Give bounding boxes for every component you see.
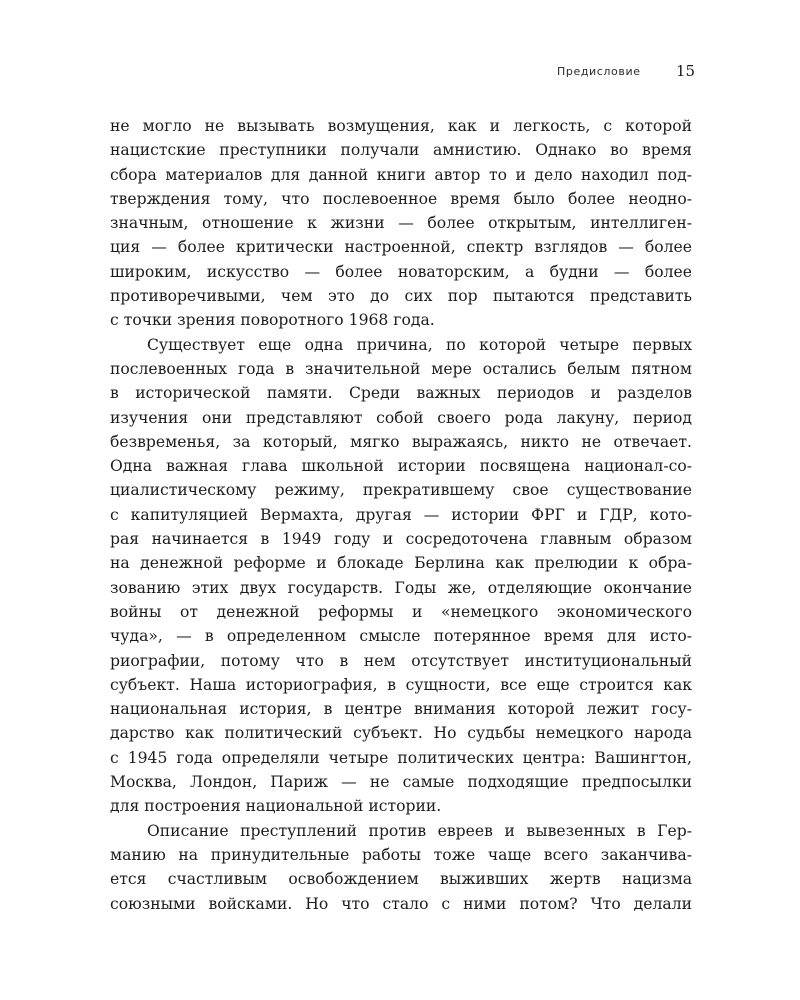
text-line: для построения национальной истории. bbox=[110, 797, 442, 816]
section-title: Предисловие bbox=[557, 65, 641, 78]
text-line: с капитуляцией Вермахта, другая — истории ФРГ и ГДР, кото- bbox=[110, 505, 692, 524]
text-line: с 1945 года определяли четыре политических центра: Вашингтон, bbox=[110, 748, 692, 767]
text-line: зованию этих двух государств. Годы же, отделяющие окончание bbox=[110, 578, 692, 597]
text-line: циалистическому режиму, прекратившему свое существование bbox=[110, 481, 692, 500]
text-line: рая начинается в 1949 году и сосредоточена главным образом bbox=[110, 530, 692, 549]
text-line: на денежной реформе и блокаде Берлина как прелюдии к обра- bbox=[110, 554, 692, 573]
text-line: Москва, Лондон, Париж — не самые подходящие предпосылки bbox=[110, 773, 692, 792]
text-line: ция — более критически настроенной, спектр взглядов — более bbox=[110, 238, 692, 257]
paragraph-3 bbox=[110, 819, 692, 916]
text-line: противоречивыми, чем это до сих пор пытаются представить bbox=[110, 287, 692, 306]
text-line: послевоенных года в значительной мере остались белым пятном bbox=[110, 359, 692, 378]
page-number: 15 bbox=[676, 62, 696, 80]
body-text bbox=[110, 114, 692, 916]
text-line: чуда», — в определенном смысле потерянное время для исто- bbox=[110, 627, 692, 646]
text-line: Описание преступлений против евреев и вывезенных в Гер- bbox=[147, 821, 692, 840]
text-line: Существует еще одна причина, по которой четыре первых bbox=[147, 335, 692, 354]
text-line: широким, искусство — более новаторским, а будни — более bbox=[110, 262, 692, 281]
text-line: не могло не вызывать возмущения, как и легкость, с которой bbox=[110, 117, 692, 135]
text-line: союзными войсками. Но что стало с ними потом? Что делали bbox=[110, 894, 692, 913]
text-line: дарство как политический субъект. Но судьбы немецкого народа bbox=[110, 724, 692, 743]
text-line: значным, отношение к жизни — более открытым, интеллиген- bbox=[110, 214, 692, 233]
text-line: манию на принудительные работы тоже чаще всего заканчива- bbox=[110, 845, 692, 864]
text-line: риографии, потому что в нем отсутствует институциональный bbox=[110, 651, 692, 670]
text-line: тверждения тому, что послевоенное время было более неодно- bbox=[110, 189, 692, 208]
text-line: войны от денежной реформы и «немецкого экономического bbox=[110, 602, 692, 621]
text-line: с точки зрения поворотного 1968 года. bbox=[110, 311, 435, 330]
text-line: в исторической памяти. Среди важных периодов и разделов bbox=[110, 384, 692, 403]
paragraph-2 bbox=[110, 333, 692, 819]
running-head bbox=[0, 62, 800, 82]
text-line: национальная история, в центре внимания которой лежит госу- bbox=[110, 700, 692, 719]
text-line: субъект. Наша историография, в сущности, все еще строится как bbox=[110, 675, 692, 694]
text-line: ется счастливым освобождением выживших жертв нацизма bbox=[110, 870, 692, 889]
text-line: нацистские преступники получали амнистию. Однако во время bbox=[110, 141, 692, 160]
paragraph-1 bbox=[110, 114, 692, 333]
text-line: безвременья, за который, мягко выражаясь, никто не отвечает. bbox=[110, 432, 692, 451]
text-line: сбора материалов для данной книги автор то и дело находил под- bbox=[110, 165, 692, 184]
text-line: Одна важная глава школьной истории посвящена национал-со- bbox=[110, 457, 692, 476]
text-line: изучения они представляют собой своего рода лакуну, период bbox=[110, 408, 692, 427]
